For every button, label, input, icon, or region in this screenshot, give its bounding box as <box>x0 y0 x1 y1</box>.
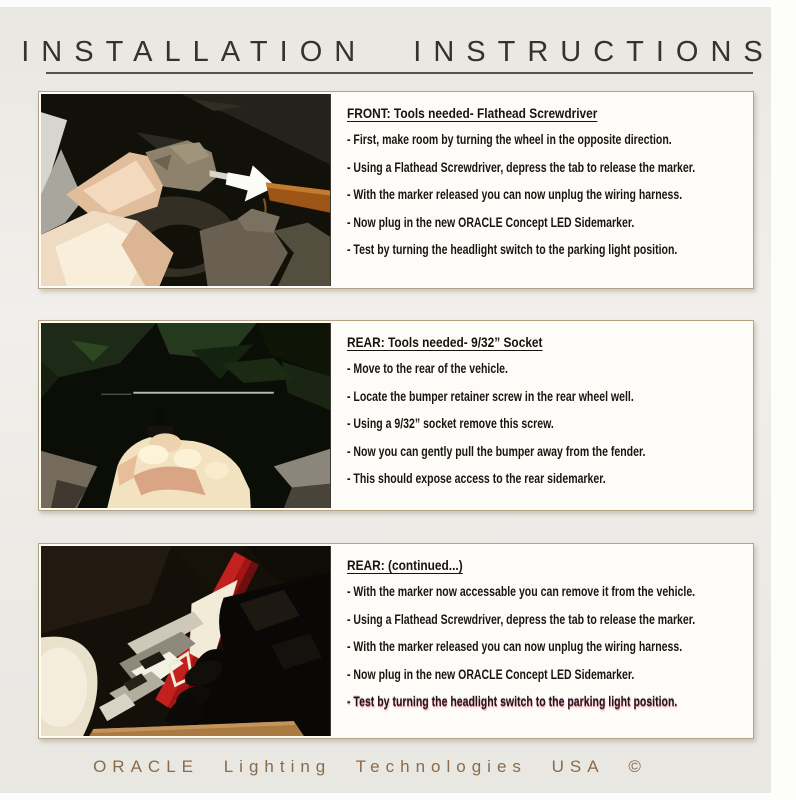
front-illustration <box>39 92 333 288</box>
panel-heading: REAR: Tools needed- 9/32” Socket <box>347 334 543 350</box>
instruction-step: - Move to the rear of the vehicle. <box>347 361 508 376</box>
instruction-step: - First, make room by turning the wheel in the opposite direction. <box>347 132 672 147</box>
page-title: INSTALLATION INSTRUCTIONS <box>21 36 775 68</box>
instruction-step: - Now plug in the new ORACLE Concept LED Sidemarker. <box>347 666 635 682</box>
marker-removal-photo <box>41 546 331 736</box>
instruction-step: - Using a Flathead Screwdriver, depress the tab to release the marker. <box>347 159 696 175</box>
rear-illustration <box>39 321 333 510</box>
rear-continued-panel <box>38 543 754 739</box>
instruction-step: - Locate the bumper retainer screw in the rear wheel well. <box>347 388 634 404</box>
rear-continued-text <box>333 544 753 738</box>
instruction-step: - This should expose access to the rear sidemarker. <box>347 471 606 486</box>
rear-screw-illustration <box>41 323 331 508</box>
instruction-step: - Now plug in the new ORACLE Concept LED Sidemarker. <box>347 214 635 230</box>
instruction-step: - Using a 9/32” socket remove this screw. <box>347 416 554 431</box>
panel-heading: FRONT: Tools needed- Flathead Screwdriver <box>347 105 598 121</box>
panel-heading: REAR: (continued...) <box>347 557 463 573</box>
front-instructions-panel <box>38 91 754 289</box>
instruction-step: - Now you can gently pull the bumper away from the fender. <box>347 443 646 459</box>
instruction-step: - With the marker released you can now unplug the wiring harness. <box>347 639 683 654</box>
instruction-step: - Test by turning the headlight switch to the parking light position. <box>347 694 678 709</box>
instruction-step: - With the marker now accessable you can remove it from the vehicle. <box>347 584 696 599</box>
rear-instructions-panel <box>38 320 754 511</box>
instruction-step: - With the marker released you can now unplug the wiring harness. <box>347 187 683 202</box>
instruction-step: - Using a Flathead Screwdriver, depress the tab to release the marker. <box>347 611 696 627</box>
rear-continued-photo <box>39 544 333 738</box>
front-instructions-text <box>333 92 753 288</box>
title-underline <box>46 72 753 74</box>
rear-instructions-text <box>333 321 753 510</box>
front-wheel-well-illustration <box>41 94 331 286</box>
company-footer: ORACLE Lighting Technologies USA © <box>93 757 647 776</box>
instruction-step: - Test by turning the headlight switch to the parking light position. <box>347 242 678 257</box>
